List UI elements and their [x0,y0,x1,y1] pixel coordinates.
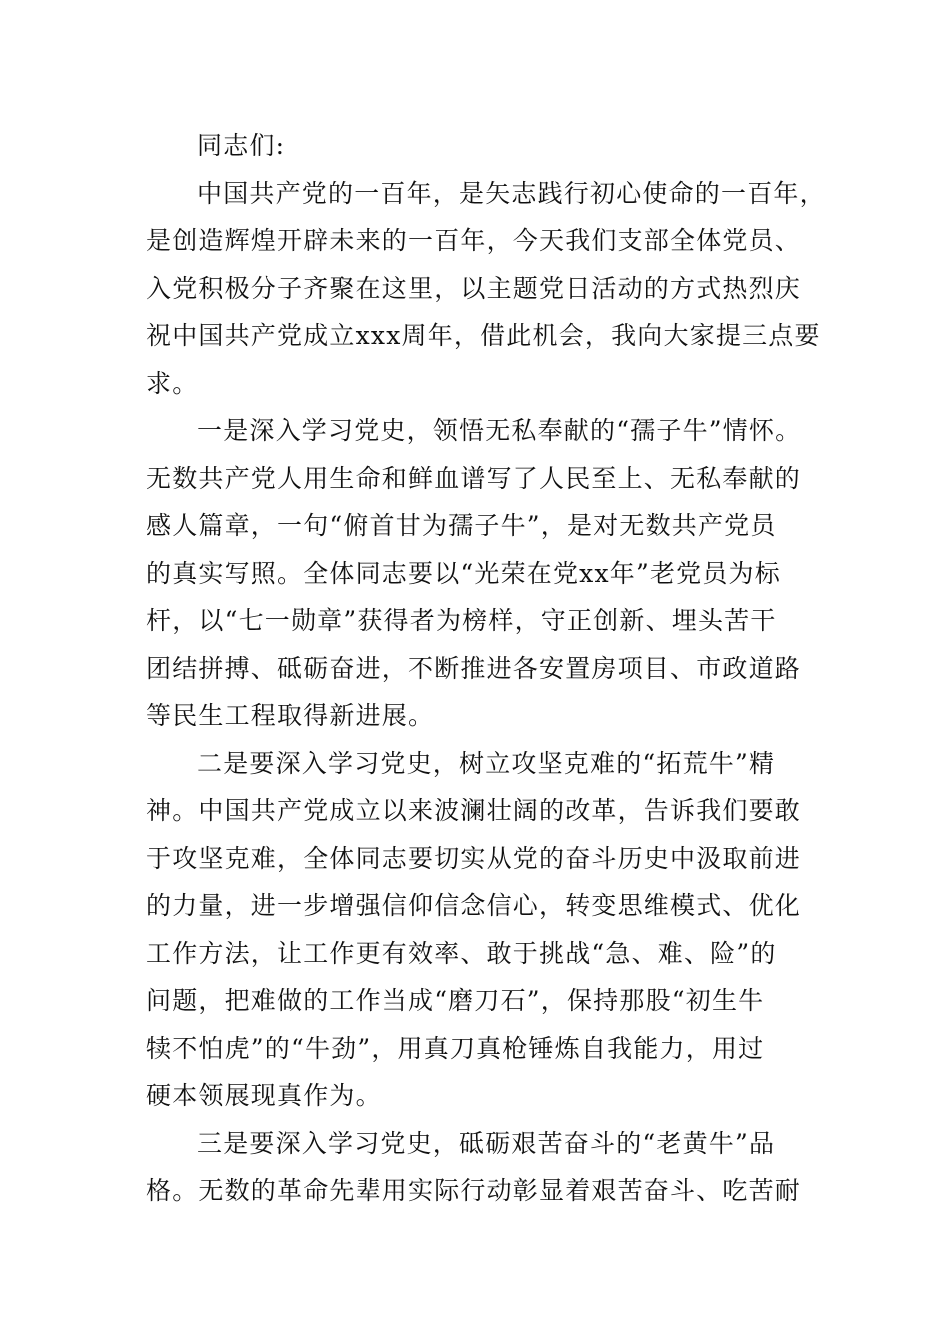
paragraph-line: 一是深入学习党史，领悟无私奉献的“孺子牛”情怀。 [197,416,802,445]
paragraph-line: 团结拼搏、砥砺奋进，不断推进各安置房项目、市政道路 [146,653,802,683]
paragraph-line: 神。中国共产党成立以来波澜壮阔的改革，告诉我们要敢 [146,796,802,825]
paragraph-line: 无数共产党人用生命和鲜血谱写了人民至上、无私奉献的 [146,463,802,493]
paragraph-line: 是创造辉煌开辟未来的一百年，今天我们支部全体党员、 [146,226,802,255]
paragraph-line: 于攻坚克难，全体同志要切实从党的奋斗历史中汲取前进 [146,843,802,873]
salutation-paragraph [146,122,816,170]
paragraph-line: 工作方法，让工作更有效率、敢于挑战“急、难、险”的 [146,938,777,968]
paragraph-line: 祝中国共产党成立xxx周年，借此机会，我向大家提三点要 [146,321,821,350]
paragraph-line: 的力量，进一步增强信仰信念信心，转变思维模式、优化 [146,891,802,920]
paragraph-line: 同志们: [197,131,286,160]
paragraph-line: 中国共产党的一百年，是矢志践行初心使命的一百年， [197,178,826,208]
paragraph-line: 等民生工程取得新进展。 [146,701,435,730]
intro-paragraph [146,170,826,408]
paragraph-line: 求。 [146,368,199,398]
document-body [146,122,826,1215]
point-three-paragraph [146,1120,816,1215]
paragraph-line: 杆，以“七一勋章”获得者为榜样，守正创新、埋头苦干 [146,606,777,635]
paragraph-line: 犊不怕虎”的“牛劲”，用真刀真枪锤炼自我能力，用过 [146,1033,765,1063]
paragraph-line: 入党积极分子齐聚在这里，以主题党日活动的方式热烈庆 [146,273,802,303]
paragraph-line: 硬本领展现真作为。 [146,1081,382,1110]
paragraph-line: 二是要深入学习党史，树立攻坚克难的“拓荒牛”精 [197,748,776,778]
paragraph-line: 感人篇章，一句“俯首甘为孺子牛”，是对无数共产党员 [146,511,777,540]
point-one-paragraph [146,407,816,740]
point-two-paragraph [146,740,816,1120]
paragraph-line: 问题，把难做的工作当成“磨刀石”，保持那股“初生牛 [146,986,765,1015]
paragraph-line: 格。无数的革命先辈用实际行动彰显着艰苦奋斗、吃苦耐 [146,1176,802,1205]
paragraph-line: 三是要深入学习党史，砥砺艰苦奋斗的“老黄牛”品 [197,1128,776,1158]
paragraph-line: 的真实写照。全体同志要以“光荣在党xx年”老党员为标 [146,558,781,588]
